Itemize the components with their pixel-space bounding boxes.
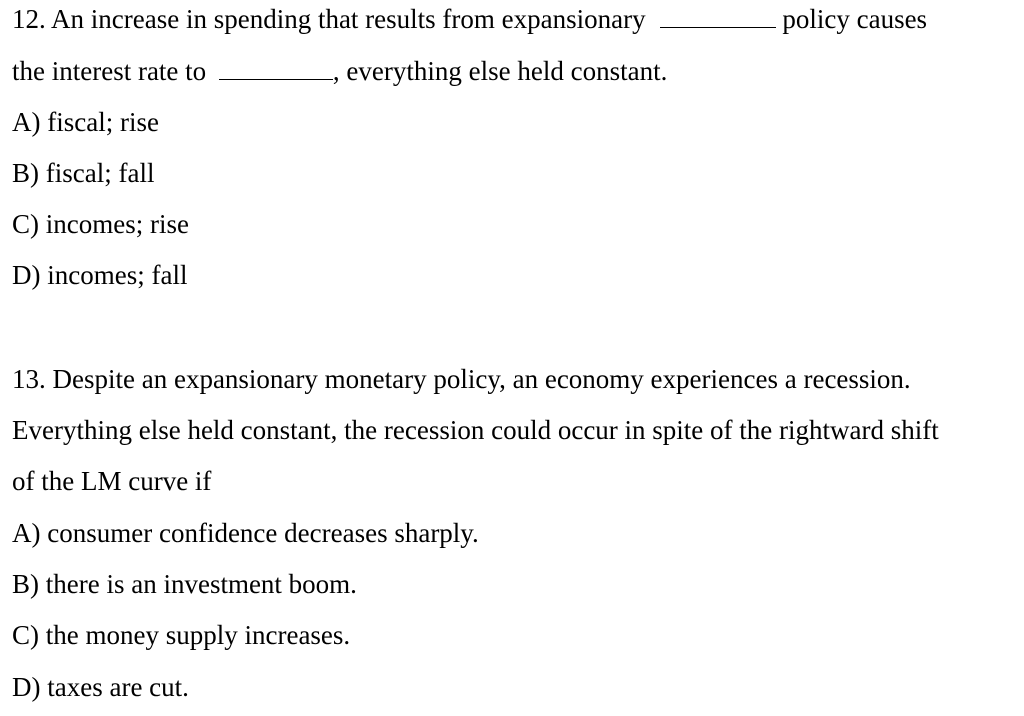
- question-13-number: 13.: [12, 364, 46, 394]
- question-12-stem-part-2: policy causes: [782, 4, 928, 34]
- question-13-stem-line-3: [12, 468, 211, 495]
- option-letter: A): [12, 518, 41, 548]
- answer-blank-2: [219, 78, 333, 80]
- question-13-option-d: [12, 674, 189, 701]
- option-text: fiscal; fall: [45, 158, 155, 188]
- question-13-stem-text-1: Despite an expansionary monetary policy, an economy experiences a recession.: [52, 364, 911, 394]
- question-12-stem-part-4: , everything else held constant.: [332, 56, 668, 86]
- question-13-option-b: [12, 571, 357, 598]
- option-letter: D): [12, 672, 41, 702]
- question-12-number: 12.: [12, 4, 46, 34]
- option-text: incomes; rise: [45, 209, 189, 239]
- question-12-option-c: [12, 211, 189, 238]
- question-12-stem-line-1: [12, 6, 927, 33]
- question-12-stem-part-3: the interest rate to: [12, 56, 207, 86]
- option-letter: C): [12, 620, 39, 650]
- option-letter: C): [12, 209, 39, 239]
- option-letter: B): [12, 569, 39, 599]
- option-text: there is an investment boom.: [45, 569, 357, 599]
- question-13-stem-line-2: [12, 417, 939, 444]
- option-letter: B): [12, 158, 39, 188]
- option-letter: A): [12, 107, 41, 137]
- option-text: taxes are cut.: [47, 672, 189, 702]
- option-text: fiscal; rise: [47, 107, 159, 137]
- question-12-stem-part-1: An increase in spending that results from expansionary: [51, 4, 646, 34]
- option-text: incomes; fall: [47, 260, 188, 290]
- question-12-option-d: [12, 262, 187, 289]
- question-12-stem-line-2: [12, 58, 667, 85]
- question-13-option-c: [12, 622, 350, 649]
- option-letter: D): [12, 260, 41, 290]
- answer-blank-1: [660, 26, 776, 28]
- question-13-stem-text-3: of the LM curve if: [12, 466, 212, 496]
- question-13-stem-line-1: [12, 366, 911, 393]
- question-13-option-a: [12, 520, 479, 547]
- option-text: the money supply increases.: [45, 620, 351, 650]
- question-13-stem-text-2: Everything else held constant, the recession could occur in spite of the rightward shift: [12, 415, 939, 445]
- question-12-option-b: [12, 160, 154, 187]
- option-text: consumer confidence decreases sharply.: [47, 518, 479, 548]
- question-12-option-a: [12, 109, 159, 136]
